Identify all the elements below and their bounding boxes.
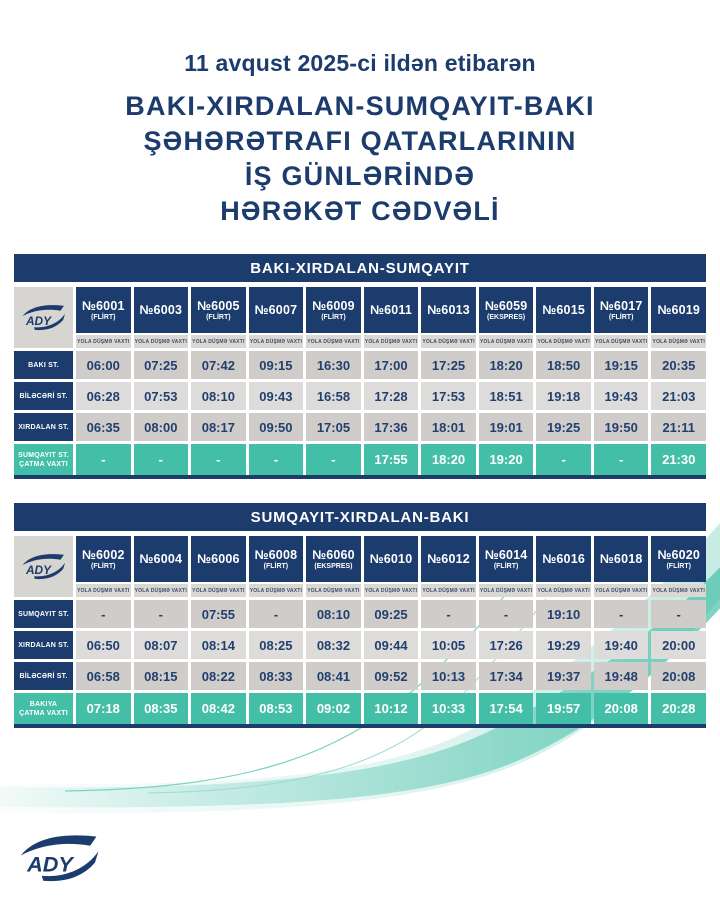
train-column-header <box>421 536 476 597</box>
departure-time-caption: YOLA DÜŞMƏ VAXTI <box>134 335 189 348</box>
train-type-label: (FLİRT) <box>91 314 116 321</box>
title-date-line: 11 avqust 2025-ci ildən etibarən <box>184 50 536 76</box>
station-label: BAKI ST. <box>14 351 73 379</box>
time-cell: 16:58 <box>306 382 361 410</box>
time-cell: 17:34 <box>479 662 534 690</box>
train-number-cell <box>479 287 534 333</box>
station-label: SUMQAYIT ST. ÇATMA VAXTI <box>14 444 73 475</box>
train-number: №6005 <box>196 299 240 313</box>
time-cell: 20:35 <box>651 351 706 379</box>
time-cell: - <box>421 600 476 628</box>
departure-time-caption: YOLA DÜŞMƏ VAXTI <box>479 584 534 597</box>
train-column-header <box>479 536 534 597</box>
time-cell: 17:54 <box>479 693 534 724</box>
time-cell: 08:41 <box>306 662 361 690</box>
train-number: №6016 <box>542 552 585 566</box>
train-column-header <box>594 287 649 348</box>
time-cell: - <box>76 444 131 475</box>
departure-time-caption: YOLA DÜŞMƏ VAXTI <box>651 335 706 348</box>
station-label: BİLƏCƏRİ ST. <box>14 382 73 410</box>
train-number-cell <box>76 536 131 582</box>
train-column-header <box>364 287 419 348</box>
time-cell: - <box>134 444 189 475</box>
departure-time-caption: YOLA DÜŞMƏ VAXTI <box>594 584 649 597</box>
train-number-cell <box>191 536 246 582</box>
time-cell: 19:01 <box>479 413 534 441</box>
timetable-baki-xirdalan-sumqayit <box>14 254 706 479</box>
train-type-label: (FLİRT) <box>608 314 634 321</box>
time-cell: 19:48 <box>594 662 649 690</box>
time-cell: 19:20 <box>479 444 534 475</box>
train-number: №6013 <box>427 303 470 317</box>
train-number: №6018 <box>599 552 643 566</box>
time-cell: 20:28 <box>651 693 706 724</box>
train-number: №6003 <box>139 303 183 317</box>
time-cell: 19:50 <box>594 413 649 441</box>
table-title: SUMQAYIT-XIRDALAN-BAKI <box>14 503 706 531</box>
train-column-header <box>306 536 361 597</box>
train-number-cell <box>191 287 246 333</box>
title-line-5: HƏRƏKƏT CƏDVƏLİ <box>220 196 500 226</box>
time-cell: 21:11 <box>651 413 706 441</box>
train-number-cell <box>134 287 189 333</box>
departure-time-caption: YOLA DÜŞMƏ VAXTI <box>191 584 246 597</box>
train-number-cell <box>364 287 419 333</box>
station-label: BİLƏCƏRİ ST. <box>14 662 73 690</box>
train-number-cell <box>594 536 649 582</box>
departure-time-caption: YOLA DÜŞMƏ VAXTI <box>364 335 419 348</box>
train-column-header <box>479 287 534 348</box>
title-route-line: BAKI-XIRDALAN-SUMQAYIT-BAKI <box>125 91 595 121</box>
time-cell: 06:35 <box>76 413 131 441</box>
poster-title <box>0 50 720 229</box>
time-cell: - <box>594 444 649 475</box>
train-column-header <box>594 536 649 597</box>
train-column-header <box>76 536 131 597</box>
train-number: №6001 <box>81 299 125 313</box>
time-cell: 19:40 <box>594 631 649 659</box>
departure-time-caption: YOLA DÜŞMƏ VAXTI <box>536 335 591 348</box>
train-number-cell <box>651 536 706 582</box>
time-cell: 10:12 <box>364 693 419 724</box>
timetable-sumqayit-xirdalan-baki <box>14 503 706 728</box>
ady-logo-cell <box>14 287 73 348</box>
time-cell: 08:10 <box>306 600 361 628</box>
train-number: №6002 <box>81 548 125 562</box>
time-cell: 07:42 <box>191 351 246 379</box>
time-cell: 08:17 <box>191 413 246 441</box>
train-type-label: (EKSPRES) <box>487 314 526 321</box>
departure-time-caption: YOLA DÜŞMƏ VAXTI <box>249 335 304 348</box>
time-cell: - <box>134 600 189 628</box>
time-cell: 09:50 <box>249 413 304 441</box>
station-label: XIRDALAN ST. <box>14 413 73 441</box>
time-cell: 17:25 <box>421 351 476 379</box>
train-number: №6019 <box>657 303 701 317</box>
time-cell: 19:25 <box>536 413 591 441</box>
train-type-label: (FLİRT) <box>206 314 231 321</box>
time-cell: 19:37 <box>536 662 591 690</box>
ady-logo-icon <box>21 551 67 583</box>
train-type-label: (FLİRT) <box>321 314 346 321</box>
time-cell: 19:57 <box>536 693 591 724</box>
time-cell: 18:50 <box>536 351 591 379</box>
train-type-label: (EKSPRES) <box>314 563 353 570</box>
departure-time-caption: YOLA DÜŞMƏ VAXTI <box>76 335 131 348</box>
table-header-row <box>14 287 706 348</box>
departure-time-caption: YOLA DÜŞMƏ VAXTI <box>249 584 304 597</box>
time-cell: 08:53 <box>249 693 304 724</box>
ady-logo-icon <box>18 830 102 888</box>
train-column-header <box>249 536 304 597</box>
time-cell: 20:08 <box>594 693 649 724</box>
time-cell: 08:25 <box>249 631 304 659</box>
time-cell: 17:00 <box>364 351 419 379</box>
train-column-header <box>134 287 189 348</box>
time-cell: 09:52 <box>364 662 419 690</box>
train-number-cell <box>306 536 361 582</box>
timetable-row <box>14 600 706 628</box>
train-number: №6020 <box>657 548 701 562</box>
departure-time-caption: YOLA DÜŞMƏ VAXTI <box>306 584 361 597</box>
train-number-cell <box>479 536 534 582</box>
train-number: №6014 <box>484 548 528 562</box>
departure-time-caption: YOLA DÜŞMƏ VAXTI <box>364 584 419 597</box>
train-type-label: (FLİRT) <box>263 563 289 570</box>
train-number-cell <box>536 536 591 582</box>
time-cell: 10:13 <box>421 662 476 690</box>
title-line-3: ŞƏHƏRƏTRAFI QATARLARININ <box>143 126 577 156</box>
train-number-cell <box>249 287 304 333</box>
time-cell: 17:26 <box>479 631 534 659</box>
departure-time-caption: YOLA DÜŞMƏ VAXTI <box>76 584 131 597</box>
timetable-row <box>14 662 706 690</box>
train-number: №6009 <box>312 299 355 313</box>
time-cell: - <box>249 444 304 475</box>
time-cell: 09:25 <box>364 600 419 628</box>
time-cell: - <box>76 600 131 628</box>
train-number-cell <box>76 287 131 333</box>
time-cell: 07:55 <box>191 600 246 628</box>
station-label: XIRDALAN ST. <box>14 631 73 659</box>
train-column-header <box>536 536 591 597</box>
time-cell: 17:05 <box>306 413 361 441</box>
train-number-cell <box>421 536 476 582</box>
timetable-row <box>14 413 706 441</box>
train-number: №6010 <box>369 552 413 566</box>
ady-logo-icon <box>21 302 67 334</box>
departure-time-caption: YOLA DÜŞMƏ VAXTI <box>421 584 476 597</box>
table-header-row <box>14 536 706 597</box>
time-cell: 07:25 <box>134 351 189 379</box>
time-cell: 08:00 <box>134 413 189 441</box>
departure-time-caption: YOLA DÜŞMƏ VAXTI <box>421 335 476 348</box>
time-cell: 08:14 <box>191 631 246 659</box>
time-cell: 08:07 <box>134 631 189 659</box>
train-number: №6008 <box>254 548 298 562</box>
train-type-label: (FLİRT) <box>666 563 691 570</box>
train-number: №6012 <box>427 552 470 566</box>
time-cell: 18:20 <box>421 444 476 475</box>
train-number: №6011 <box>369 303 413 317</box>
time-cell: 08:33 <box>249 662 304 690</box>
time-cell: 18:01 <box>421 413 476 441</box>
train-number: №6059 <box>484 299 528 313</box>
train-type-label: (FLİRT) <box>493 563 519 570</box>
time-cell: 17:55 <box>364 444 419 475</box>
time-cell: 18:20 <box>479 351 534 379</box>
train-column-header <box>191 287 246 348</box>
train-column-header <box>191 536 246 597</box>
time-cell: 21:03 <box>651 382 706 410</box>
train-number-cell <box>249 536 304 582</box>
timetable-row <box>14 444 706 475</box>
time-cell: 10:05 <box>421 631 476 659</box>
departure-time-caption: YOLA DÜŞMƏ VAXTI <box>536 584 591 597</box>
departure-time-caption: YOLA DÜŞMƏ VAXTI <box>651 584 706 597</box>
time-cell: 21:30 <box>651 444 706 475</box>
time-cell: 06:28 <box>76 382 131 410</box>
departure-time-caption: YOLA DÜŞMƏ VAXTI <box>134 584 189 597</box>
time-cell: 17:53 <box>421 382 476 410</box>
train-number-cell <box>421 287 476 333</box>
train-column-header <box>134 536 189 597</box>
time-cell: 20:00 <box>651 631 706 659</box>
train-column-header <box>76 287 131 348</box>
train-column-header <box>306 287 361 348</box>
time-cell: 08:15 <box>134 662 189 690</box>
time-cell: 16:30 <box>306 351 361 379</box>
time-cell: 17:36 <box>364 413 419 441</box>
time-cell: - <box>651 600 706 628</box>
time-cell: 08:42 <box>191 693 246 724</box>
time-cell: 19:18 <box>536 382 591 410</box>
departure-time-caption: YOLA DÜŞMƏ VAXTI <box>594 335 649 348</box>
ady-logo-cell <box>14 536 73 597</box>
train-column-header <box>651 287 706 348</box>
departure-time-caption: YOLA DÜŞMƏ VAXTI <box>479 335 534 348</box>
time-cell: 19:10 <box>536 600 591 628</box>
train-column-header <box>421 287 476 348</box>
time-cell: - <box>306 444 361 475</box>
time-cell: 06:58 <box>76 662 131 690</box>
time-cell: 19:15 <box>594 351 649 379</box>
time-cell: 20:08 <box>651 662 706 690</box>
time-cell: 10:33 <box>421 693 476 724</box>
timetable-row <box>14 693 706 724</box>
train-number-cell <box>306 287 361 333</box>
time-cell: - <box>191 444 246 475</box>
time-cell: 09:44 <box>364 631 419 659</box>
time-cell: 09:15 <box>249 351 304 379</box>
timetable-row <box>14 351 706 379</box>
train-number: №6006 <box>196 552 240 566</box>
time-cell: 08:32 <box>306 631 361 659</box>
time-cell: - <box>536 444 591 475</box>
time-cell: 09:02 <box>306 693 361 724</box>
time-cell: 09:43 <box>249 382 304 410</box>
train-number: №6017 <box>599 299 643 313</box>
train-column-header <box>249 287 304 348</box>
time-cell: - <box>249 600 304 628</box>
station-label: BAKIYA ÇATMA VAXTI <box>14 693 73 724</box>
time-cell: 19:43 <box>594 382 649 410</box>
train-column-header <box>364 536 419 597</box>
time-cell: 18:51 <box>479 382 534 410</box>
train-number-cell <box>651 287 706 333</box>
train-column-header <box>651 536 706 597</box>
table-title: BAKI-XIRDALAN-SUMQAYIT <box>14 254 706 282</box>
train-number-cell <box>364 536 419 582</box>
time-cell: 08:10 <box>191 382 246 410</box>
time-cell: 06:00 <box>76 351 131 379</box>
time-cell: 17:28 <box>364 382 419 410</box>
time-cell: 07:53 <box>134 382 189 410</box>
train-number: №6004 <box>139 552 183 566</box>
time-cell: - <box>594 600 649 628</box>
train-number-cell <box>134 536 189 582</box>
time-cell: - <box>479 600 534 628</box>
time-cell: 07:18 <box>76 693 131 724</box>
train-number-cell <box>536 287 591 333</box>
time-cell: 06:50 <box>76 631 131 659</box>
train-number: №6015 <box>542 303 585 317</box>
departure-time-caption: YOLA DÜŞMƏ VAXTI <box>306 335 361 348</box>
train-column-header <box>536 287 591 348</box>
departure-time-caption: YOLA DÜŞMƏ VAXTI <box>191 335 246 348</box>
train-number-cell <box>594 287 649 333</box>
station-label: SUMQAYIT ST. <box>14 600 73 628</box>
train-number: №6060 <box>312 548 355 562</box>
timetable-row <box>14 631 706 659</box>
time-cell: 08:22 <box>191 662 246 690</box>
timetable-row <box>14 382 706 410</box>
time-cell: 19:29 <box>536 631 591 659</box>
train-number: №6007 <box>254 303 298 317</box>
train-type-label: (FLİRT) <box>91 563 116 570</box>
time-cell: 08:35 <box>134 693 189 724</box>
title-line-4: İŞ GÜNLƏRİNDƏ <box>244 161 476 191</box>
ady-logo <box>18 830 102 888</box>
